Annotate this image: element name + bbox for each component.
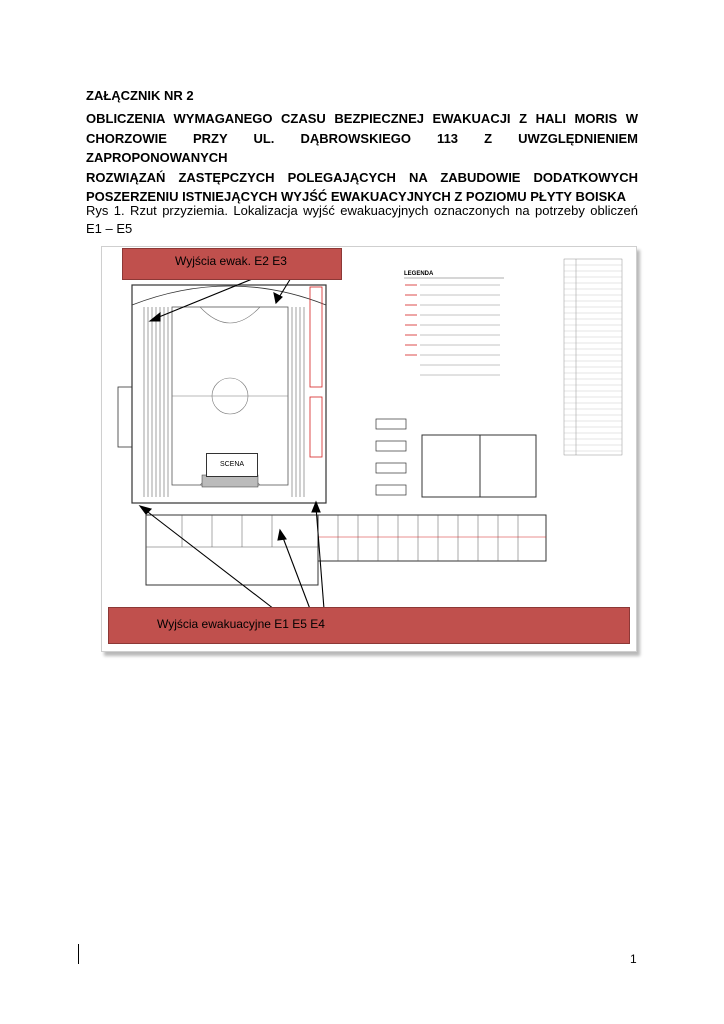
room-schedule-table [564,259,622,455]
legend-title: LEGENDA [404,271,434,277]
exits-e1-e5-e4-callout: Wyjścia ewakuacyjne E1 E5 E4 [108,607,630,644]
stands-left [144,307,168,497]
legend-block [404,271,504,375]
floor-plan-figure [101,246,637,652]
room-schedule-rows [564,265,622,451]
figure-caption: Rys 1. Rzut przyziemia. Lokalizacja wyjść ewakuacyjnych oznaczonych na potrzeby obliczeń E1 – E5 [86,203,638,236]
annex-label: ZAŁĄCZNIK NR 2 [86,88,194,103]
title-line: ROZWIĄZAŃ ZASTĘPCZYCH POLEGAJĄCYCH NA ZABUDOWIE DODATKOWYCH [86,169,638,185]
stands-right [292,307,304,497]
floor-plan-drawing [102,247,636,651]
title-line: OBLICZENIA WYMAGANEGO CZASU BEZPIECZNEJ EWAKUACJI Z HALI MORIS W [86,111,638,126]
exits-e2-e3-callout: Wyjścia ewak. E2 E3 [122,248,342,280]
footer-marker [78,944,79,964]
title-line: CHORZOWIE PRZY UL. DĄBROWSKIEGO 113 Z UWZGLĘDNIENIEM ZAPROPONOWANYCH [86,130,638,165]
document-title [86,109,638,207]
stage-label: SCENA [206,453,258,477]
page-number: 1 [630,952,637,966]
exit-arrows [140,273,324,609]
title-line: POSZERZENIU ISTNIEJĄCYCH WYJŚĆ EWAKUACYJNYCH Z POZIOMU PŁYTY BOISKA [86,189,627,204]
